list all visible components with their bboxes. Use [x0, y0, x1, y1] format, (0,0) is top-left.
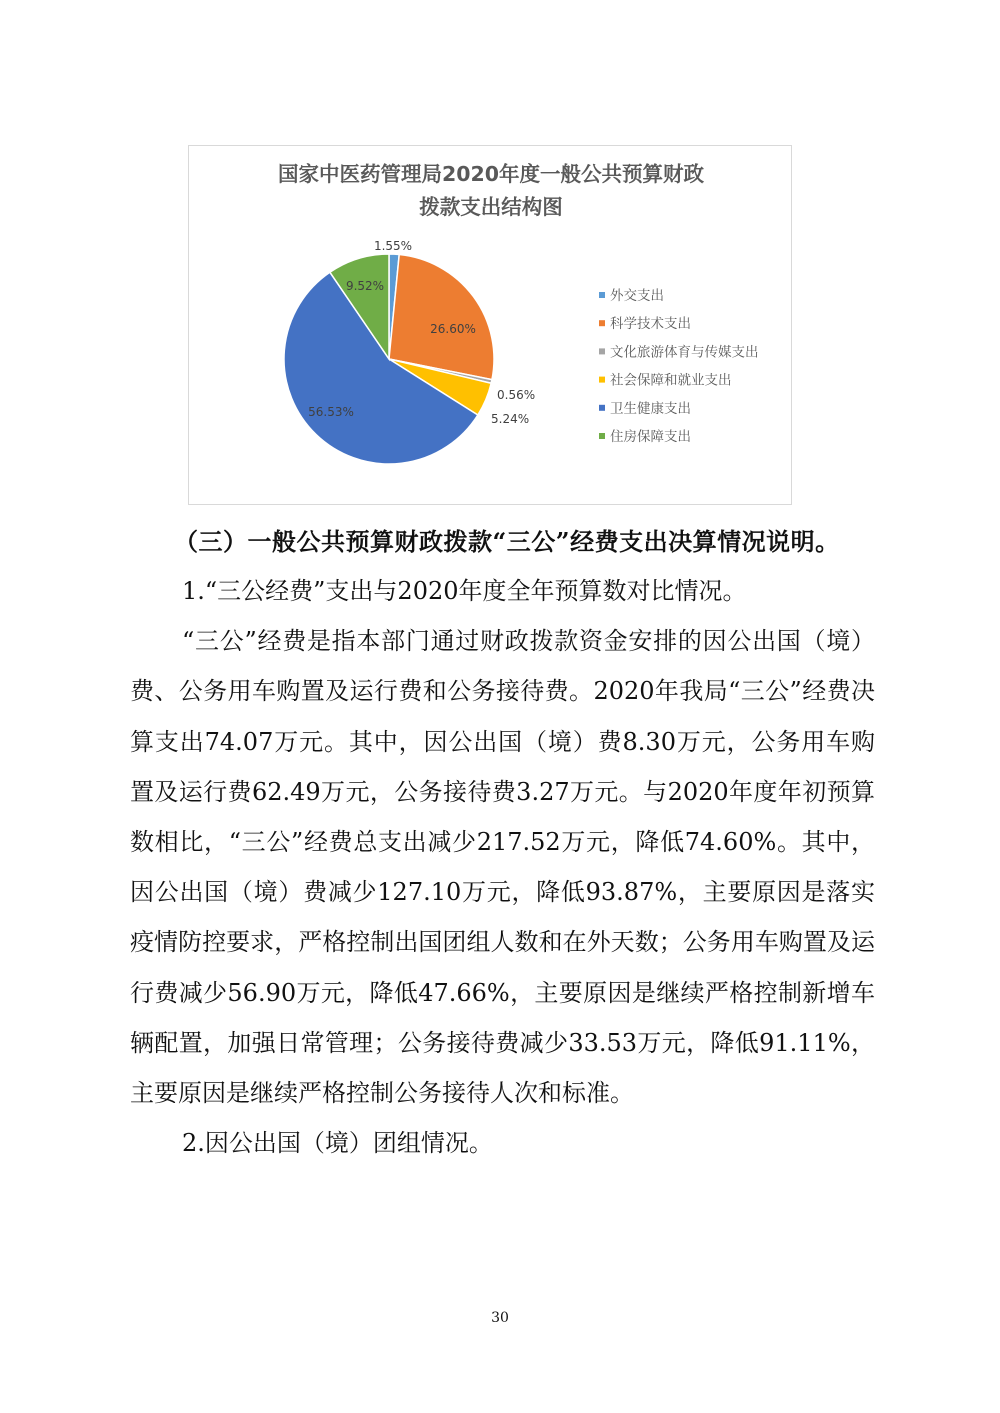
- pie-data-label-1: 1.55%: [373, 239, 413, 253]
- chart-title-line-1: 国家中医药管理局2020年度一般公共预算财政: [277, 162, 705, 186]
- paragraph-1: 1.“三公经费”支出与2020年度全年预算数对比情况。: [182, 577, 747, 605]
- legend-label-4: 社会保障和就业支出: [610, 372, 732, 389]
- legend-swatch-3: [599, 348, 605, 354]
- pie-chart: [188, 145, 792, 505]
- legend-swatch-6: [599, 433, 605, 439]
- document-body: [130, 518, 875, 1168]
- paragraph-2: “三公”经费是指本部门通过财政拨款资金安排的因公出国（境）费、公务用车购置及运行费和公务接待费。2020年我局“三公”经费决算支出74.07万元。其中，因公出国（境）费8.30万元，公务用车购置及运行费62.49万元，公务接待费3.27万元。与2020年度年初预算数相比，“三公”经费总支出减少217.52万元，降低74.60%。其中，因公出国（境）费减少127.10万元，降低93.87%，主要原因是落实疫情防控要求，严格控制出国团组人数和在外天数；公务用车购置及运行费减少56.90万元，降低47.66%，主要原因是继续严格控制新增车辆配置，加强日常管理；公务接待费减少33.53万元，降低91.11%，主要原因是继续严格控制公务接待人次和标准。: [130, 627, 875, 1108]
- legend-label-5: 卫生健康支出: [610, 400, 691, 417]
- section-heading: （三）一般公共预算财政拨款“三公”经费支出决算情况说明。: [174, 527, 840, 556]
- pie-data-label-5: 56.53%: [308, 405, 354, 419]
- pie-data-label-2: 26.60%: [430, 322, 476, 336]
- legend-label-3: 文化旅游体育与传媒支出: [610, 344, 759, 361]
- legend-swatch-1: [599, 292, 605, 298]
- legend-swatch-4: [599, 377, 605, 383]
- legend-swatch-5: [599, 405, 605, 411]
- legend-label-6: 住房保障支出: [610, 429, 691, 445]
- pie-chart-svg: [189, 146, 793, 506]
- paragraph-3: 2.因公出国（境）团组情况。: [182, 1129, 493, 1158]
- legend-swatch-2: [599, 320, 605, 326]
- pie-data-label-6: 9.52%: [345, 279, 385, 293]
- pie-slice-2: [389, 255, 494, 380]
- pie-slices: [284, 254, 494, 464]
- pie-data-label-4: 5.24%: [491, 412, 530, 426]
- pie-data-label-3: 0.56%: [497, 388, 536, 402]
- legend-label-2: 科学技术支出: [610, 316, 691, 333]
- chart-title-line-2: 拨款支出结构图: [419, 195, 563, 219]
- page-number: 30: [491, 1310, 509, 1326]
- legend-label-1: 外交支出: [610, 288, 664, 304]
- chart-legend: [599, 287, 759, 445]
